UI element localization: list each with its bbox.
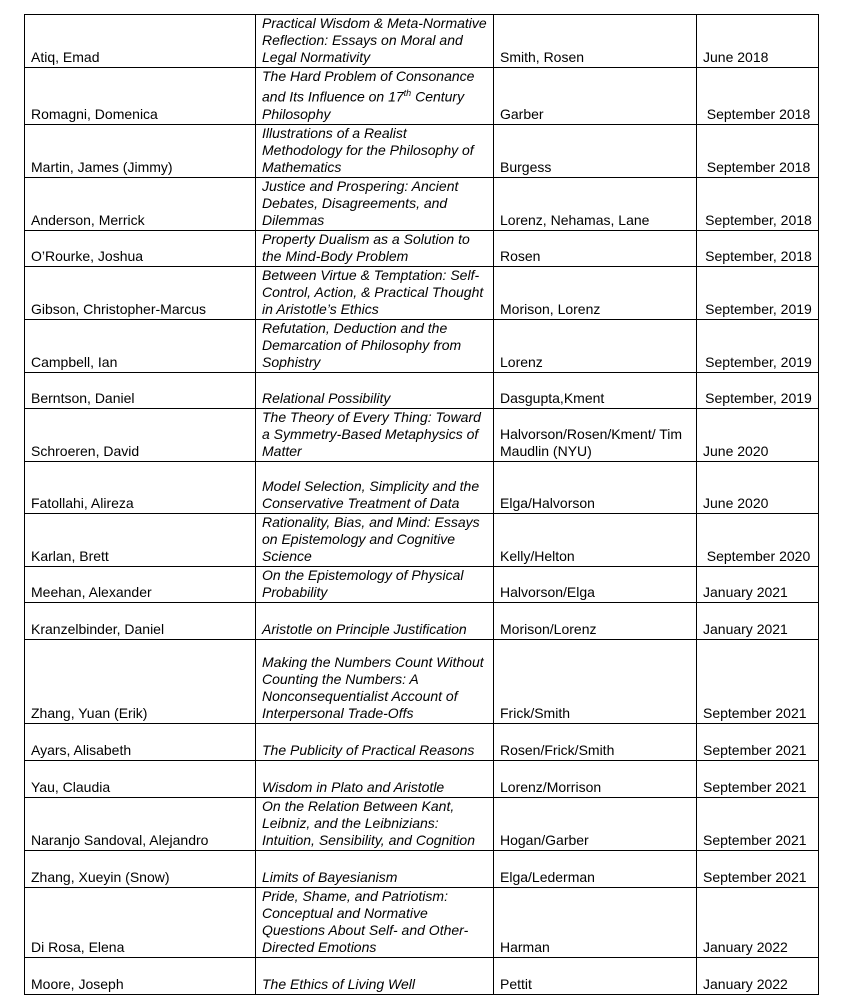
advisors: Dasgupta,Kment [494, 372, 697, 408]
completion-date: September 2021 [697, 723, 819, 760]
advisors: Hogan/Garber [494, 797, 697, 850]
table-row [25, 887, 819, 957]
dissertation-title: Relational Possibility [256, 372, 494, 408]
dissertation-title: Between Virtue & Temptation: Self-Control, Action, & Practical Thought in Aristotle’s Ethics [256, 266, 494, 319]
table-row [25, 957, 819, 994]
advisors: Rosen/Frick/Smith [494, 723, 697, 760]
student-name: Romagni, Domenica [25, 68, 256, 125]
student-name: Meehan, Alexander [25, 566, 256, 602]
advisors: Lorenz/Morrison [494, 760, 697, 797]
dissertation-title: Practical Wisdom & Meta-Normative Reflection: Essays on Moral and Legal Normativity [256, 15, 494, 68]
student-name: Anderson, Merrick [25, 177, 256, 230]
student-name: Atiq, Emad [25, 15, 256, 68]
advisors: Pettit [494, 957, 697, 994]
dissertation-title: On the Relation Between Kant, Leibniz, and the Leibnizians: Intuition, Sensibility, and Cognition [256, 797, 494, 850]
table-row [25, 760, 819, 797]
dissertation-title: Refutation, Deduction and the Demarcation of Philosophy from Sophistry [256, 319, 494, 372]
student-name: Naranjo Sandoval, Alejandro [25, 797, 256, 850]
table-row [25, 408, 819, 461]
advisors: Kelly/Helton [494, 513, 697, 566]
student-name: Kranzelbinder, Daniel [25, 602, 256, 639]
dissertation-title: The Publicity of Practical Reasons [256, 723, 494, 760]
table-row [25, 68, 819, 125]
completion-date: September, 2018 [697, 230, 819, 266]
advisors: Lorenz, Nehamas, Lane [494, 177, 697, 230]
completion-date: September 2021 [697, 850, 819, 887]
table-row [25, 461, 819, 513]
completion-date: June 2020 [697, 408, 819, 461]
advisors: Rosen [494, 230, 697, 266]
advisors: Elga/Lederman [494, 850, 697, 887]
advisors: Frick/Smith [494, 639, 697, 723]
dissertation-title: Property Dualism as a Solution to the Mind-Body Problem [256, 230, 494, 266]
advisors: Smith, Rosen [494, 15, 697, 68]
dissertation-title: The Theory of Every Thing: Toward a Symmetry-Based Metaphysics of Matter [256, 408, 494, 461]
table-row [25, 372, 819, 408]
student-name: Gibson, Christopher-Marcus [25, 266, 256, 319]
advisors: Morison, Lorenz [494, 266, 697, 319]
advisors: Lorenz [494, 319, 697, 372]
student-name: Martin, James (Jimmy) [25, 124, 256, 177]
dissertation-title: The Ethics of Living Well [256, 957, 494, 994]
student-name: Yau, Claudia [25, 760, 256, 797]
completion-date: January 2021 [697, 566, 819, 602]
student-name: Moore, Joseph [25, 957, 256, 994]
dissertation-title: Model Selection, Simplicity and the Conservative Treatment of Data [256, 461, 494, 513]
student-name: Zhang, Xueyin (Snow) [25, 850, 256, 887]
student-name: O’Rourke, Joshua [25, 230, 256, 266]
table-row [25, 177, 819, 230]
completion-date: September, 2019 [697, 319, 819, 372]
table-row [25, 230, 819, 266]
completion-date: September 2021 [697, 797, 819, 850]
table-row [25, 723, 819, 760]
completion-date: January 2022 [697, 887, 819, 957]
student-name: Berntson, Daniel [25, 372, 256, 408]
dissertation-title: Limits of Bayesianism [256, 850, 494, 887]
advisors: Elga/Halvorson [494, 461, 697, 513]
advisors: Halvorson/Rosen/Kment/ Tim Maudlin (NYU) [494, 408, 697, 461]
table-row [25, 319, 819, 372]
completion-date: June 2020 [697, 461, 819, 513]
dissertation-title: On the Epistemology of Physical Probability [256, 566, 494, 602]
student-name: Zhang, Yuan (Erik) [25, 639, 256, 723]
completion-date: September 2018 [697, 68, 819, 125]
advisors: Garber [494, 68, 697, 125]
dissertation-title: Justice and Prospering: Ancient Debates, Disagreements, and Dilemmas [256, 177, 494, 230]
dissertation-title: Aristotle on Principle Justification [256, 602, 494, 639]
advisors: Harman [494, 887, 697, 957]
student-name: Ayars, Alisabeth [25, 723, 256, 760]
dissertation-title: Rationality, Bias, and Mind: Essays on Epistemology and Cognitive Science [256, 513, 494, 566]
completion-date: January 2021 [697, 602, 819, 639]
dissertation-title: Pride, Shame, and Patriotism: Conceptual and Normative Questions About Self- and Other-Directed Emotions [256, 887, 494, 957]
completion-date: January 2022 [697, 957, 819, 994]
completion-date: September 2020 [697, 513, 819, 566]
completion-date: September, 2018 [697, 177, 819, 230]
dissertation-title: Illustrations of a Realist Methodology for the Philosophy of Mathematics [256, 124, 494, 177]
completion-date: September 2021 [697, 639, 819, 723]
table-row [25, 797, 819, 850]
table-row [25, 602, 819, 639]
dissertation-title: Wisdom in Plato and Aristotle [256, 760, 494, 797]
completion-date: September, 2019 [697, 372, 819, 408]
table-row [25, 566, 819, 602]
table-row [25, 639, 819, 723]
completion-date: September 2018 [697, 124, 819, 177]
table-row [25, 850, 819, 887]
dissertation-title: The Hard Problem of Consonance and Its Influence on 17th Century Philosophy [256, 68, 494, 125]
completion-date: September 2021 [697, 760, 819, 797]
table-row [25, 15, 819, 68]
student-name: Fatollahi, Alireza [25, 461, 256, 513]
advisors: Morison/Lorenz [494, 602, 697, 639]
student-name: Di Rosa, Elena [25, 887, 256, 957]
completion-date: June 2018 [697, 15, 819, 68]
student-name: Campbell, Ian [25, 319, 256, 372]
table-row [25, 266, 819, 319]
dissertation-title: Making the Numbers Count Without Counting the Numbers: A Nonconsequentialist Account of Interpersonal Trade-Offs [256, 639, 494, 723]
completion-date: September, 2019 [697, 266, 819, 319]
student-name: Schroeren, David [25, 408, 256, 461]
student-name: Karlan, Brett [25, 513, 256, 566]
dissertation-table [24, 14, 819, 995]
table-row [25, 124, 819, 177]
table-row [25, 513, 819, 566]
advisors: Halvorson/Elga [494, 566, 697, 602]
advisors: Burgess [494, 124, 697, 177]
